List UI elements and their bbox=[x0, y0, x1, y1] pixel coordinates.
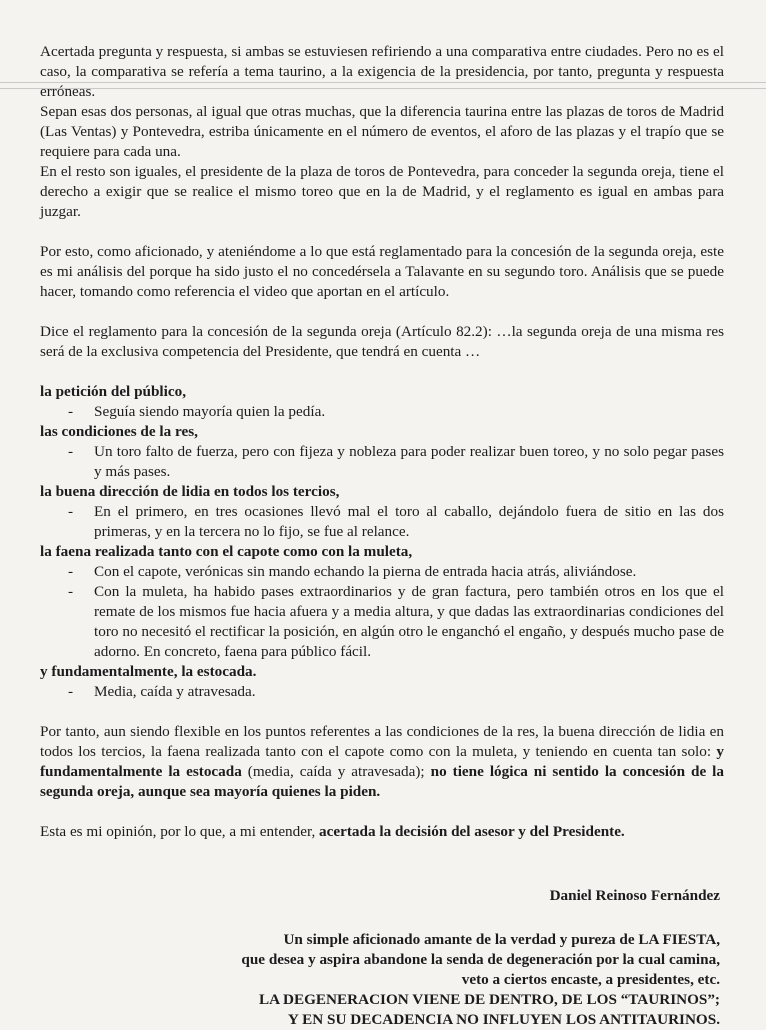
motto-line: Un simple aficionado amante de la verdad y pureza de LA FIESTA, bbox=[283, 931, 720, 948]
criterion-heading: la buena dirección de lidia en todos los tercios, bbox=[40, 483, 340, 500]
closing-motto bbox=[40, 930, 720, 1030]
criterion-heading: y fundamentalmente, la estocada. bbox=[40, 663, 257, 680]
criterion-heading: las condiciones de la res, bbox=[40, 423, 198, 440]
signature: Daniel Reinoso Fernández bbox=[549, 887, 720, 904]
motto-line: veto a ciertos encaste, a presidentes, etc. bbox=[461, 971, 720, 988]
motto-line: Y EN SU DECADENCIA NO INFLUYEN LOS ANTITAURINOS. bbox=[287, 1011, 720, 1028]
criteria-list bbox=[40, 382, 724, 702]
conclusion-paragraph: Por tanto, aun siendo flexible en los puntos referentes a las condiciones de la res, la buena dirección de lidia en todos los tercios, la faena realizada tanto con el capote como con la muleta, y teniendo en cuenta tan solo: y fundamentalmente la estocada (media, caída y atravesada); no tiene lógica ni sentido la concesión de la segunda oreja, aunque sea mayoría quienes la piden. bbox=[40, 723, 724, 800]
opinion-paragraph: Esta es mi opinión, por lo que, a mi entender, acertada la decisión del asesor y del Presidente. bbox=[40, 823, 625, 840]
motto-line: que desea y aspira abandone la senda de degeneración por la cual camina, bbox=[241, 951, 720, 968]
motto-line: LA DEGENERACION VIENE DE DENTRO, DE LOS “TAURINOS”; bbox=[258, 991, 720, 1008]
intro-paragraph-2: Sepan esas dos personas, al igual que otras muchas, que la diferencia taurina entre las plazas de toros de Madrid (Las Ventas) y Pontevedra, estriba únicamente en el número de eventos, el aforo de las plazas y el trapío que se requiere para cada una. bbox=[40, 103, 724, 160]
intro-paragraph-1: Acertada pregunta y respuesta, si ambas se estuviesen refiriendo a una comparativa entre ciudades. Pero no es el caso, la comparativa se refería a tema taurino, a la exigencia de la presidencia, por tanto, pregunta y respuesta erróneas. bbox=[40, 43, 724, 100]
reglamento-paragraph: Dice el reglamento para la concesión de la segunda oreja (Artículo 82.2): …la segunda oreja de una misma res será de la exclusiva competencia del Presidente, que tendrá en cuenta … bbox=[40, 323, 724, 360]
criterion-item: - En el primero, en tres ocasiones llevó mal el toro al caballo, dejándolo fuera de sitio en las dos primeras, y en la tercera no lo fijo, se fue al relance. bbox=[68, 503, 724, 540]
criterion-item: - Un toro falto de fuerza, pero con fijeza y nobleza para poder realizar buen toreo, y no solo pegar pases y más pases. bbox=[68, 443, 724, 480]
criterion-item: - Media, caída y atravesada. bbox=[68, 683, 256, 700]
intro-paragraph-3: En el resto son iguales, el presidente de la plaza de toros de Pontevedra, para conceder la segunda oreja, tiene el derecho a exigir que se realice el mismo toreo que en la de Madrid, y el reglamento es igual en ambas para juzgar. bbox=[40, 163, 724, 220]
criterion-heading: la petición del público, bbox=[40, 383, 186, 400]
letter-body bbox=[40, 42, 724, 1030]
criterion-item: - Con la muleta, ha habido pases extraordinarios y de gran factura, pero también otros en los que el remate de los mismos fue hacia afuera y a media altura, y que dadas las extraordinarias condiciones del toro no necesitó el rectificar la posición, en algún otro le enganchó el engaño, y después mucho pase de adorno. En concreto, faena para público fácil. bbox=[68, 583, 724, 660]
analysis-paragraph: Por esto, como aficionado, y ateniéndome a lo que está reglamentado para la concesión de la segunda oreja, este es mi análisis del porque ha sido justo el no concedérsela a Talavante en su segundo toro. Análisis que se puede hacer, tomando como referencia el video que aportan en el artículo. bbox=[40, 243, 724, 300]
criterion-item: - Seguía siendo mayoría quien la pedía. bbox=[68, 403, 326, 420]
criterion-item: - Con el capote, verónicas sin mando echando la pierna de entrada hacia atrás, aliviándose. bbox=[68, 563, 637, 580]
criterion-heading: la faena realizada tanto con el capote como con la muleta, bbox=[40, 543, 413, 560]
